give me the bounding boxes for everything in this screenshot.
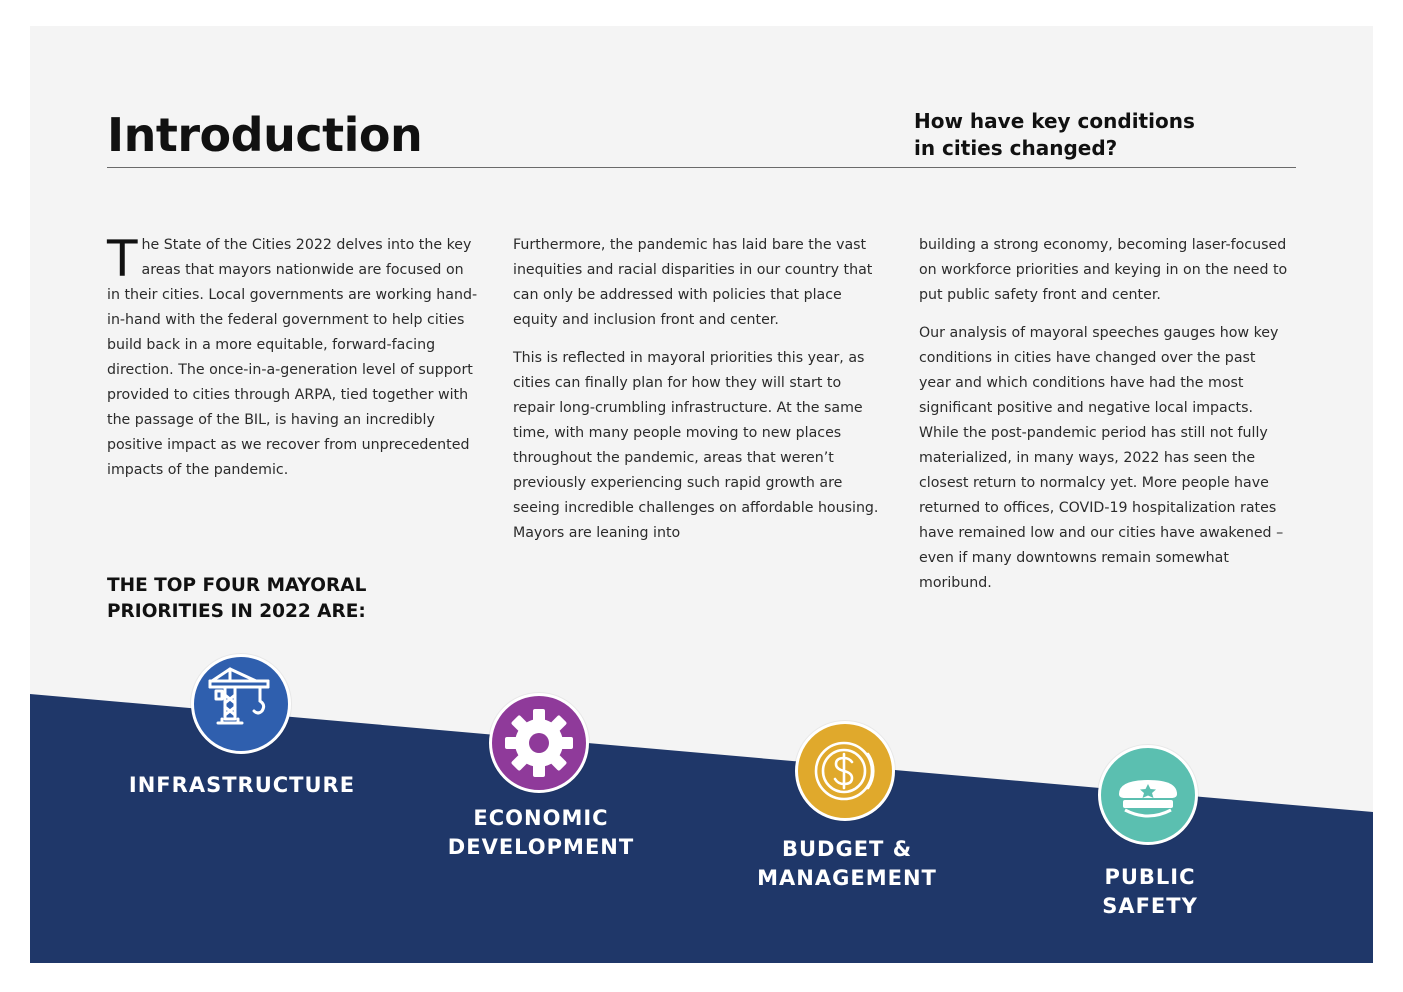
document-page [30,26,1373,963]
subtitle-line-1: How have key conditions [914,109,1195,133]
priority-label-line-2: SAFETY [1102,894,1198,918]
paragraph: Furthermore, the pandemic has laid bare the vast inequities and racial disparities in our country that can only be addressed with policies that place equity and inclusion front and center. [513,237,873,328]
priority-label-public-safety [1020,863,1280,921]
subtitle-line-2: in cities changed? [914,136,1118,160]
text-column-3 [919,233,1291,609]
paragraph: Our analysis of mayoral speeches gauges how key conditions in cities have changed over the past year and which conditions have had the most significant positive and negative local impacts. While the post-pandemic period has still not fully materialized, in many ways, 2022 has seen the closest return to normalcy yet. More people have returned to offices, COVID-19 hospitalization rates have remained low and our cities have awakened – even if many downtowns remain somewhat moribund. [919,325,1284,591]
priority-label-line-1: BUDGET & [781,837,913,861]
priority-label-infrastructure [112,771,372,800]
dollar-coin-icon [795,721,895,821]
page-title: Introduction [107,108,423,162]
priorities-heading-line-1: THE TOP FOUR MAYORAL [107,575,367,596]
priority-label-line-2: MANAGEMENT [757,866,937,890]
priority-label-economic-development [411,804,671,862]
header-divider [107,167,1296,168]
priority-label-line-1: INFRASTRUCTURE [128,773,356,797]
crane-icon [191,654,291,754]
page-subtitle [914,108,1254,162]
priority-label-budget-management [717,835,977,893]
priorities-heading [107,573,437,625]
paragraph: This is reflected in mayoral priorities this year, as cities can finally plan for how they will start to repair long-crumbling infrastructure. At the same time, with many people moving to new places throughout the pandemic, areas that weren’t previously experiencing such rapid growth are seeing incredible challenges on affordable housing. Mayors are leaning into [513,350,879,541]
text-column-1 [107,230,479,496]
priorities-heading-line-2: PRIORITIES IN 2022 ARE: [107,601,366,622]
paragraph: building a strong economy, becoming laser-focused on workforce priorities and keying in on the need to put public safety front and center. [919,237,1288,303]
police-cap-icon [1098,745,1198,845]
paragraph-text: he State of the Cities 2022 delves into the key areas that mayors nationwide are focused on in their cities. Local governments are working hand-in-hand with the federal government to help cities build back in a more equitable, forward-facing direction. The once-in-a-generation level of support provided to cities through ARPA, tied together with the passage of the BIL, is having an incredibly positive impact as we recover from unprecedented impacts of the pandemic. [107,237,478,478]
drop-cap: T [107,230,138,288]
priority-label-line-2: DEVELOPMENT [447,835,635,859]
text-column-2 [513,233,885,559]
priority-label-line-1: PUBLIC [1104,865,1196,889]
gear-icon [489,693,589,793]
priority-label-line-1: ECONOMIC [473,806,609,830]
paragraph [107,230,479,483]
